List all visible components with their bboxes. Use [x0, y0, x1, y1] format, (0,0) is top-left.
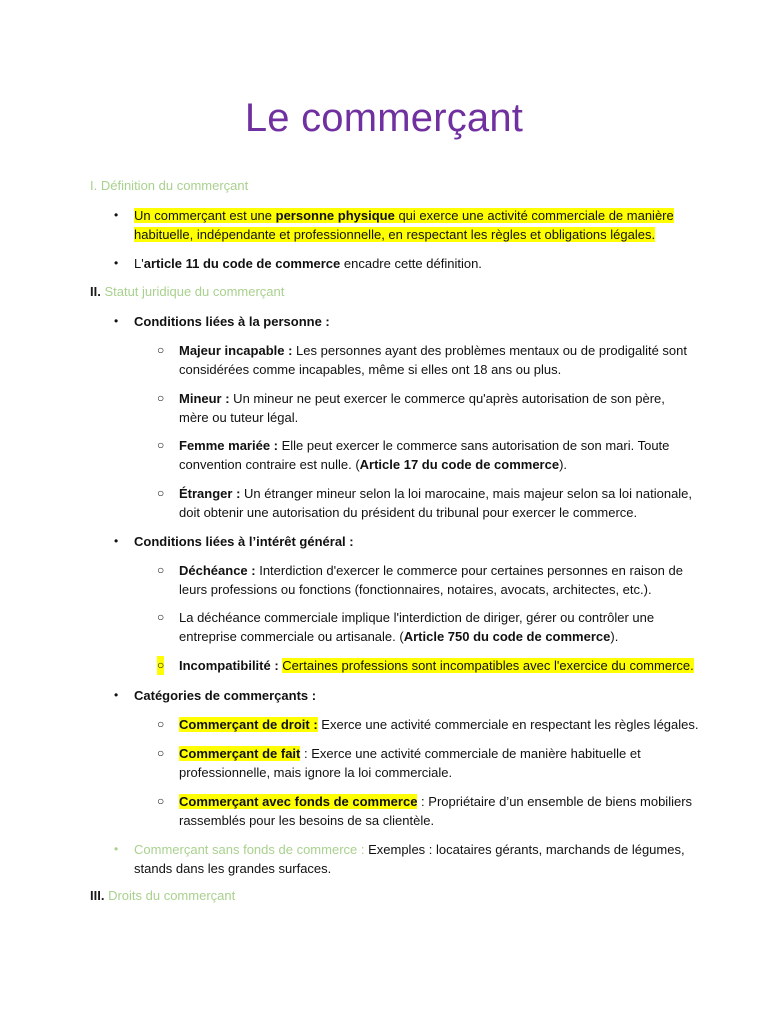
bullet-dot: • — [114, 842, 119, 856]
article-11-line: L'article 11 du code de commerce encadre cette définition. — [134, 256, 482, 271]
conditions-interet-heading: Conditions liées à l’intérêt général : — [134, 534, 354, 549]
decheance-line-2: leurs professions ou fonctions (fonctionnaires, notaires, avocats, architectes, etc.). — [179, 582, 652, 597]
definition-line-2: habituelle, indépendante et professionnelle, en respectant les règles et obligations légales. — [134, 227, 656, 242]
categories-heading: Catégories de commerçants : — [134, 688, 317, 703]
circle-bullet: ○ — [157, 610, 165, 624]
commercant-fonds-line-1: Commerçant avec fonds de commerce : Propriétaire d’un ensemble de biens mobiliers — [179, 794, 693, 809]
decheance2-line-2: entreprise commerciale ou artisanale. (Article 750 du code de commerce). — [179, 629, 619, 644]
bullet-dot: • — [114, 534, 119, 548]
circle-bullet: ○ — [157, 391, 165, 405]
mineur-line-2: mère ou tuteur légal. — [179, 410, 299, 425]
femme-line-2: convention contraire est nulle. (Article 17 du code de commerce). — [179, 457, 568, 472]
circle-bullet: ○ — [157, 656, 164, 675]
decheance2-line-1: La déchéance commerciale implique l'interdiction de diriger, gérer ou contrôler une — [179, 610, 655, 625]
commercant-droit-line: Commerçant de droit : Exerce une activité commerciale en respectant les règles légales. — [179, 717, 699, 732]
circle-bullet: ○ — [157, 343, 165, 357]
commercant-sans-fonds-line-2: stands dans les grandes surfaces. — [134, 861, 332, 876]
commercant-sans-fonds-line-1: Commerçant sans fonds de commerce : Exemples : locataires gérants, marchands de légumes, — [134, 842, 685, 857]
majeur-line-2: considérées comme incapables, même si elles ont 18 ans ou plus. — [179, 362, 562, 377]
circle-bullet: ○ — [157, 746, 165, 760]
circle-bullet: ○ — [157, 563, 165, 577]
decheance-line-1: Déchéance : Interdiction d'exercer le commerce pour certaines personnes en raison de — [179, 563, 683, 578]
circle-bullet: ○ — [157, 794, 165, 808]
section-heading-1: I. Définition du commerçant — [90, 178, 249, 193]
bullet-dot: • — [114, 314, 119, 328]
mineur-line-1: Mineur : Un mineur ne peut exercer le commerce qu'après autorisation de son père, — [179, 391, 665, 406]
conditions-personne-heading: Conditions liées à la personne : — [134, 314, 330, 329]
femme-line-1: Femme mariée : Elle peut exercer le commerce sans autorisation de son mari. Toute — [179, 438, 670, 453]
circle-bullet: ○ — [157, 486, 165, 500]
commercant-fait-line-1: Commerçant de fait : Exerce une activité commerciale de manière habituelle et — [179, 746, 641, 761]
circle-bullet: ○ — [157, 438, 165, 452]
commercant-fonds-line-2: rassemblés pour les besoins de sa clientèle. — [179, 813, 435, 828]
bullet-dot: • — [114, 208, 119, 222]
commercant-fait-line-2: professionnelle, mais ignore la loi commerciale. — [179, 765, 453, 780]
majeur-line-1: Majeur incapable : Les personnes ayant des problèmes mentaux ou de prodigalité sont — [179, 343, 688, 358]
page-title: Le commerçant — [244, 96, 524, 140]
etranger-line-2: doit obtenir une autorisation du président du tribunal pour exercer le commerce. — [179, 505, 638, 520]
circle-bullet: ○ — [157, 717, 165, 731]
bullet-dot: • — [114, 688, 119, 702]
bullet-dot: • — [114, 256, 119, 270]
section-heading-2: II. Statut juridique du commerçant — [90, 284, 285, 299]
section-heading-3: III. Droits du commerçant — [90, 888, 236, 903]
etranger-line-1: Étranger : Un étranger mineur selon la loi marocaine, mais majeur selon sa loi nationale, — [179, 486, 693, 501]
definition-line-1: Un commerçant est une personne physique qui exerce une activité commerciale de manière — [134, 208, 674, 223]
incompatibilite-line: Incompatibilité : Certaines professions sont incompatibles avec l'exercice du commerce. — [179, 658, 694, 673]
